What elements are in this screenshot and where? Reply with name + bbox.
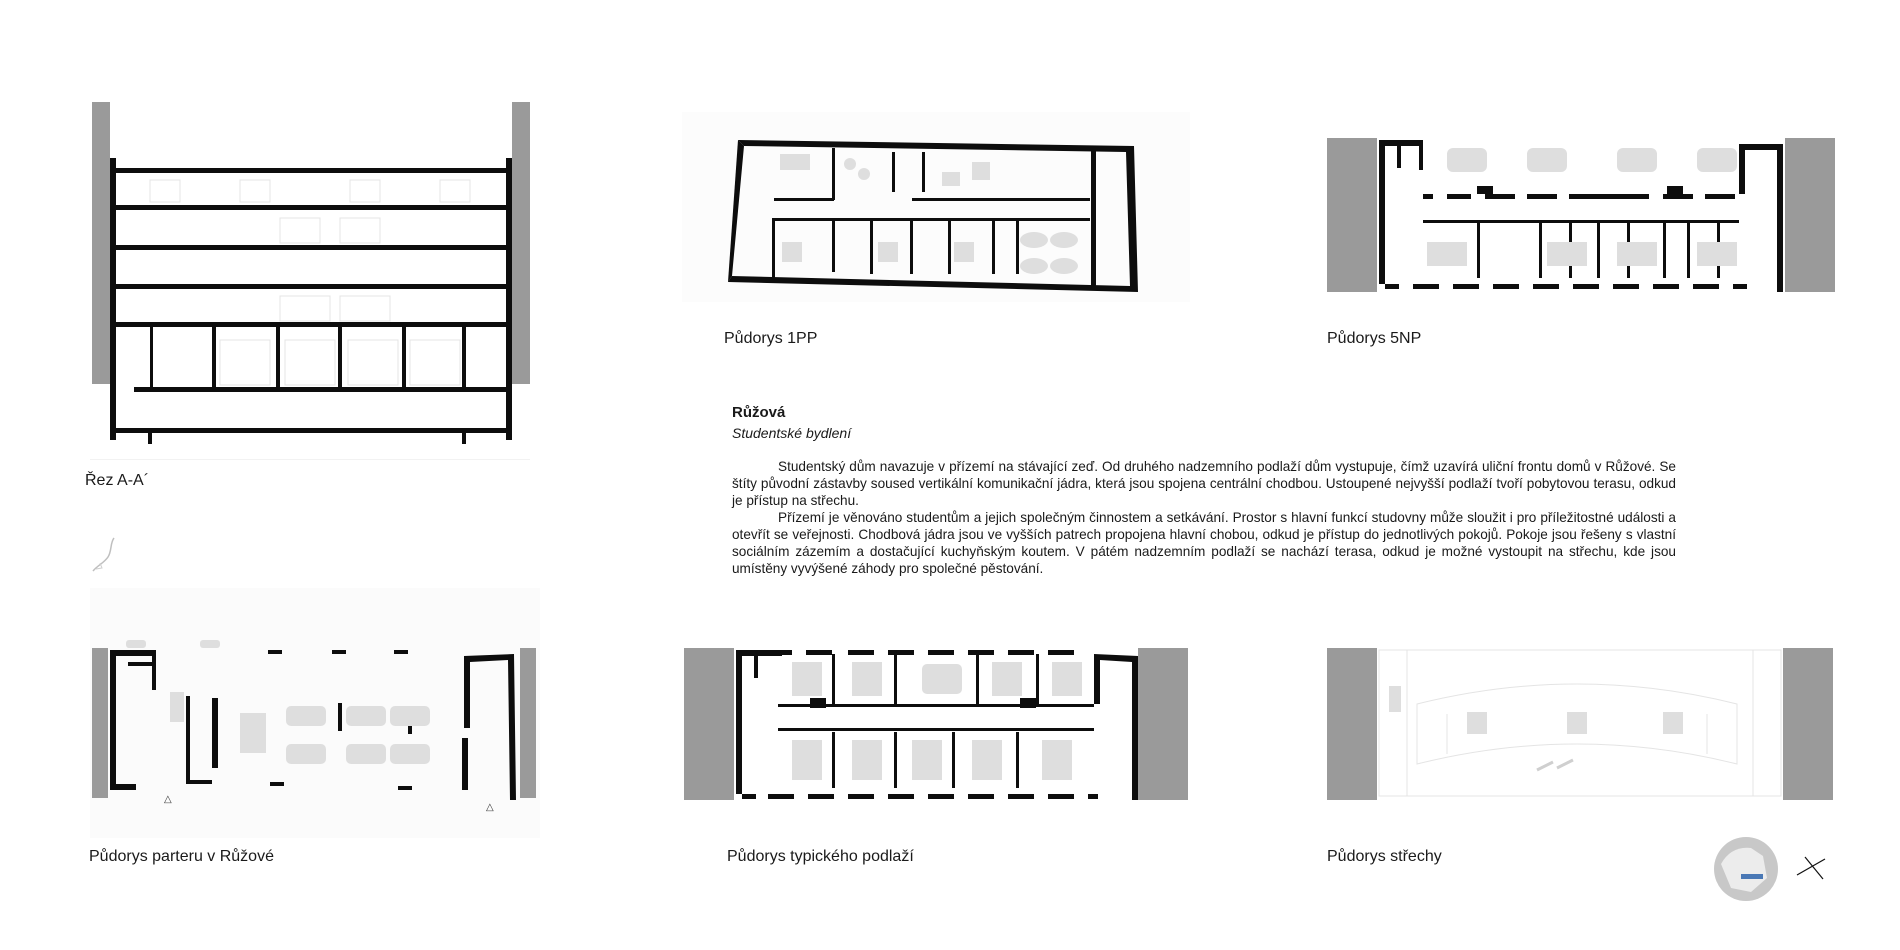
caption-plan-ground: Půdorys parteru v Růžové <box>89 848 274 865</box>
plan-roof-drawing <box>1327 644 1837 804</box>
svg-text:△: △ <box>486 802 494 813</box>
project-description <box>732 458 1676 577</box>
plan-5np-drawing <box>1327 134 1837 294</box>
caption-plan-1pp: Půdorys 1PP <box>724 330 818 347</box>
north-symbol-icon <box>90 535 120 575</box>
caption-section: Řez A-A´ <box>85 472 150 489</box>
north-arrow-icon <box>1795 853 1829 883</box>
section-drawing <box>90 100 540 460</box>
svg-text:△: △ <box>164 794 172 805</box>
project-title: Růžová <box>732 404 786 421</box>
project-title-block <box>732 404 851 441</box>
caption-plan-typical: Půdorys typického podlaží <box>727 848 914 865</box>
caption-plan-5np: Půdorys 5NP <box>1327 330 1422 347</box>
project-subtitle: Studentské bydlení <box>732 425 852 441</box>
plan-typical-drawing <box>682 644 1192 804</box>
plan-ground-drawing <box>90 588 540 838</box>
site-location-key-icon <box>1711 834 1781 904</box>
description-paragraph-1: Studentský dům navazuje v přízemí na stávající zeď. Od druhého nadzemního podlaží dům vystupuje, čímž uzavírá uliční frontu domů v Růžové. Se štíty původní zástavby soused vertikální komunikační jádra, která jsou spojena centrální chodbou. Ustoupené nejvyšší podlaží tvoří pobytovou terasu, odkud je přístup na střechu. <box>732 459 1676 508</box>
caption-plan-roof: Půdorys střechy <box>1327 848 1442 865</box>
description-paragraph-2: Přízemí je věnováno studentům a jejich společným činnostem a setkávání. Prostor s hlavní funkcí studovny může sloužit i pro příležitostné události a otevřít se veřejnosti. Chodbová jádra jsou ve vyšších patrech propojena hlavní chobou, odkud je přístup do jednotlivých pokojů. Pokoje jsou řešeny s vlastní sociálním zázemím a dostačující kuchyňským koutem. V pátém nadzemním podlaží se nachází terasa, odkud je možné vystoupit na střechu, kde jsou umístěny vyvýšené záhody pro společné pěstování. <box>732 510 1676 576</box>
plan-1pp-drawing <box>682 112 1190 302</box>
